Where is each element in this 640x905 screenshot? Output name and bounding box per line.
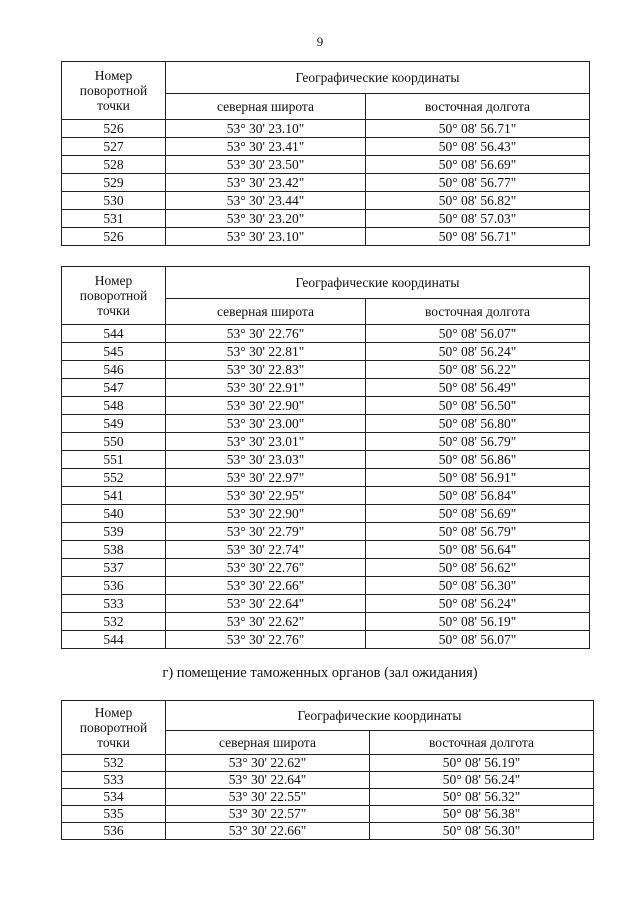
point-number-header: Номер поворотной точки xyxy=(62,701,166,755)
longitude-cell: 50° 08' 56.19" xyxy=(366,613,590,631)
latitude-cell: 53° 30' 22.76" xyxy=(166,325,366,343)
latitude-cell: 53° 30' 23.44" xyxy=(166,192,366,210)
table-row xyxy=(62,613,590,631)
longitude-cell: 50° 08' 56.32" xyxy=(370,789,594,806)
page-number: 9 xyxy=(316,34,324,49)
latitude-cell: 53° 30' 23.10" xyxy=(166,228,366,246)
point-number-cell: 535 xyxy=(62,806,166,823)
table-row xyxy=(62,210,590,228)
point-number-header: Номер поворотной точки xyxy=(62,62,166,120)
table-row xyxy=(62,823,594,840)
latitude-cell: 53° 30' 22.83" xyxy=(166,361,366,379)
geo-coords-header: Географические координаты xyxy=(166,267,590,299)
table-row xyxy=(62,631,590,649)
longitude-cell: 50° 08' 56.82" xyxy=(366,192,590,210)
coordinates-table-2 xyxy=(61,266,590,649)
longitude-cell: 50° 08' 56.24" xyxy=(370,772,594,789)
latitude-cell: 53° 30' 23.41" xyxy=(166,138,366,156)
longitude-cell: 50° 08' 56.49" xyxy=(366,379,590,397)
coordinates-table-3 xyxy=(61,700,594,840)
longitude-cell: 50° 08' 56.19" xyxy=(370,755,594,772)
point-number-cell: 544 xyxy=(62,631,166,649)
latitude-cell: 53° 30' 23.00" xyxy=(166,415,366,433)
latitude-cell: 53° 30' 22.57" xyxy=(166,806,370,823)
longitude-cell: 50° 08' 56.07" xyxy=(366,631,590,649)
table-row xyxy=(62,523,590,541)
table-row xyxy=(62,361,590,379)
point-number-cell: 532 xyxy=(62,755,166,772)
table-row xyxy=(62,379,590,397)
point-number-cell: 533 xyxy=(62,772,166,789)
longitude-cell: 50° 08' 56.07" xyxy=(366,325,590,343)
latitude-cell: 53° 30' 22.90" xyxy=(166,397,366,415)
north-lat-header: северная широта xyxy=(166,299,366,325)
longitude-cell: 50° 08' 56.62" xyxy=(366,559,590,577)
point-number-cell: 530 xyxy=(62,192,166,210)
point-number-cell: 540 xyxy=(62,505,166,523)
north-lat-header: северная широта xyxy=(166,94,366,120)
table-row xyxy=(62,343,590,361)
point-number-cell: 544 xyxy=(62,325,166,343)
point-number-cell: 541 xyxy=(62,487,166,505)
point-number-cell: 551 xyxy=(62,451,166,469)
table-row xyxy=(62,789,594,806)
point-number-cell: 552 xyxy=(62,469,166,487)
table-row xyxy=(62,451,590,469)
longitude-cell: 50° 08' 56.38" xyxy=(370,806,594,823)
longitude-cell: 50° 08' 56.77" xyxy=(366,174,590,192)
point-number-cell: 538 xyxy=(62,541,166,559)
latitude-cell: 53° 30' 22.79" xyxy=(166,523,366,541)
point-number-cell: 526 xyxy=(62,120,166,138)
latitude-cell: 53° 30' 22.76" xyxy=(166,559,366,577)
longitude-cell: 50° 08' 56.43" xyxy=(366,138,590,156)
point-number-cell: 528 xyxy=(62,156,166,174)
point-number-cell: 547 xyxy=(62,379,166,397)
table-1-body xyxy=(62,120,590,246)
point-number-cell: 549 xyxy=(62,415,166,433)
latitude-cell: 53° 30' 22.95" xyxy=(166,487,366,505)
longitude-cell: 50° 08' 56.69" xyxy=(366,505,590,523)
point-number-cell: 532 xyxy=(62,613,166,631)
latitude-cell: 53° 30' 22.76" xyxy=(166,631,366,649)
table-row xyxy=(62,433,590,451)
latitude-cell: 53° 30' 23.01" xyxy=(166,433,366,451)
longitude-cell: 50° 08' 56.79" xyxy=(366,523,590,541)
latitude-cell: 53° 30' 23.20" xyxy=(166,210,366,228)
geo-coords-header: Географические координаты xyxy=(166,701,594,731)
latitude-cell: 53° 30' 22.97" xyxy=(166,469,366,487)
table-row xyxy=(62,415,590,433)
latitude-cell: 53° 30' 22.66" xyxy=(166,577,366,595)
longitude-cell: 50° 08' 56.91" xyxy=(366,469,590,487)
point-number-cell: 536 xyxy=(62,823,166,840)
longitude-cell: 50° 08' 56.86" xyxy=(366,451,590,469)
table-row xyxy=(62,138,590,156)
point-number-cell: 531 xyxy=(62,210,166,228)
coordinates-table-1 xyxy=(61,61,590,246)
latitude-cell: 53° 30' 22.90" xyxy=(166,505,366,523)
point-number-cell: 527 xyxy=(62,138,166,156)
longitude-cell: 50° 08' 56.71" xyxy=(366,228,590,246)
latitude-cell: 53° 30' 22.62" xyxy=(166,613,366,631)
longitude-cell: 50° 08' 57.03" xyxy=(366,210,590,228)
longitude-cell: 50° 08' 56.80" xyxy=(366,415,590,433)
east-lon-header: восточная долгота xyxy=(366,94,590,120)
longitude-cell: 50° 08' 56.71" xyxy=(366,120,590,138)
point-number-cell: 529 xyxy=(62,174,166,192)
point-number-cell: 537 xyxy=(62,559,166,577)
table-row xyxy=(62,772,594,789)
longitude-cell: 50° 08' 56.69" xyxy=(366,156,590,174)
table-row xyxy=(62,228,590,246)
longitude-cell: 50° 08' 56.84" xyxy=(366,487,590,505)
latitude-cell: 53° 30' 22.55" xyxy=(166,789,370,806)
table-row xyxy=(62,469,590,487)
point-number-cell: 526 xyxy=(62,228,166,246)
longitude-cell: 50° 08' 56.50" xyxy=(366,397,590,415)
latitude-cell: 53° 30' 23.42" xyxy=(166,174,366,192)
geo-coords-header: Географические координаты xyxy=(166,62,590,94)
latitude-cell: 53° 30' 22.81" xyxy=(166,343,366,361)
latitude-cell: 53° 30' 22.66" xyxy=(166,823,370,840)
point-number-cell: 546 xyxy=(62,361,166,379)
point-number-cell: 539 xyxy=(62,523,166,541)
table-row xyxy=(62,595,590,613)
table-3-body xyxy=(62,755,594,840)
point-number-cell: 548 xyxy=(62,397,166,415)
latitude-cell: 53° 30' 23.03" xyxy=(166,451,366,469)
latitude-cell: 53° 30' 22.64" xyxy=(166,595,366,613)
table-row xyxy=(62,806,594,823)
table-row xyxy=(62,174,590,192)
table-row xyxy=(62,156,590,174)
longitude-cell: 50° 08' 56.79" xyxy=(366,433,590,451)
point-number-cell: 545 xyxy=(62,343,166,361)
longitude-cell: 50° 08' 56.24" xyxy=(366,595,590,613)
east-lon-header: восточная долгота xyxy=(370,731,594,755)
table-row xyxy=(62,541,590,559)
table-row xyxy=(62,397,590,415)
table-row xyxy=(62,487,590,505)
section-caption: г) помещение таможенных органов (зал ожидания) xyxy=(162,665,478,681)
table-row xyxy=(62,192,590,210)
point-number-header: Номер поворотной точки xyxy=(62,267,166,325)
table-row xyxy=(62,120,590,138)
latitude-cell: 53° 30' 22.91" xyxy=(166,379,366,397)
east-lon-header: восточная долгота xyxy=(366,299,590,325)
longitude-cell: 50° 08' 56.22" xyxy=(366,361,590,379)
table-row xyxy=(62,559,590,577)
point-number-cell: 534 xyxy=(62,789,166,806)
latitude-cell: 53° 30' 22.74" xyxy=(166,541,366,559)
longitude-cell: 50° 08' 56.64" xyxy=(366,541,590,559)
north-lat-header: северная широта xyxy=(166,731,370,755)
latitude-cell: 53° 30' 22.62" xyxy=(166,755,370,772)
point-number-cell: 536 xyxy=(62,577,166,595)
table-row xyxy=(62,577,590,595)
point-number-cell: 533 xyxy=(62,595,166,613)
latitude-cell: 53° 30' 23.10" xyxy=(166,120,366,138)
longitude-cell: 50° 08' 56.24" xyxy=(366,343,590,361)
longitude-cell: 50° 08' 56.30" xyxy=(366,577,590,595)
point-number-cell: 550 xyxy=(62,433,166,451)
table-row xyxy=(62,325,590,343)
latitude-cell: 53° 30' 23.50" xyxy=(166,156,366,174)
table-row xyxy=(62,755,594,772)
latitude-cell: 53° 30' 22.64" xyxy=(166,772,370,789)
longitude-cell: 50° 08' 56.30" xyxy=(370,823,594,840)
table-2-body xyxy=(62,325,590,649)
table-row xyxy=(62,505,590,523)
